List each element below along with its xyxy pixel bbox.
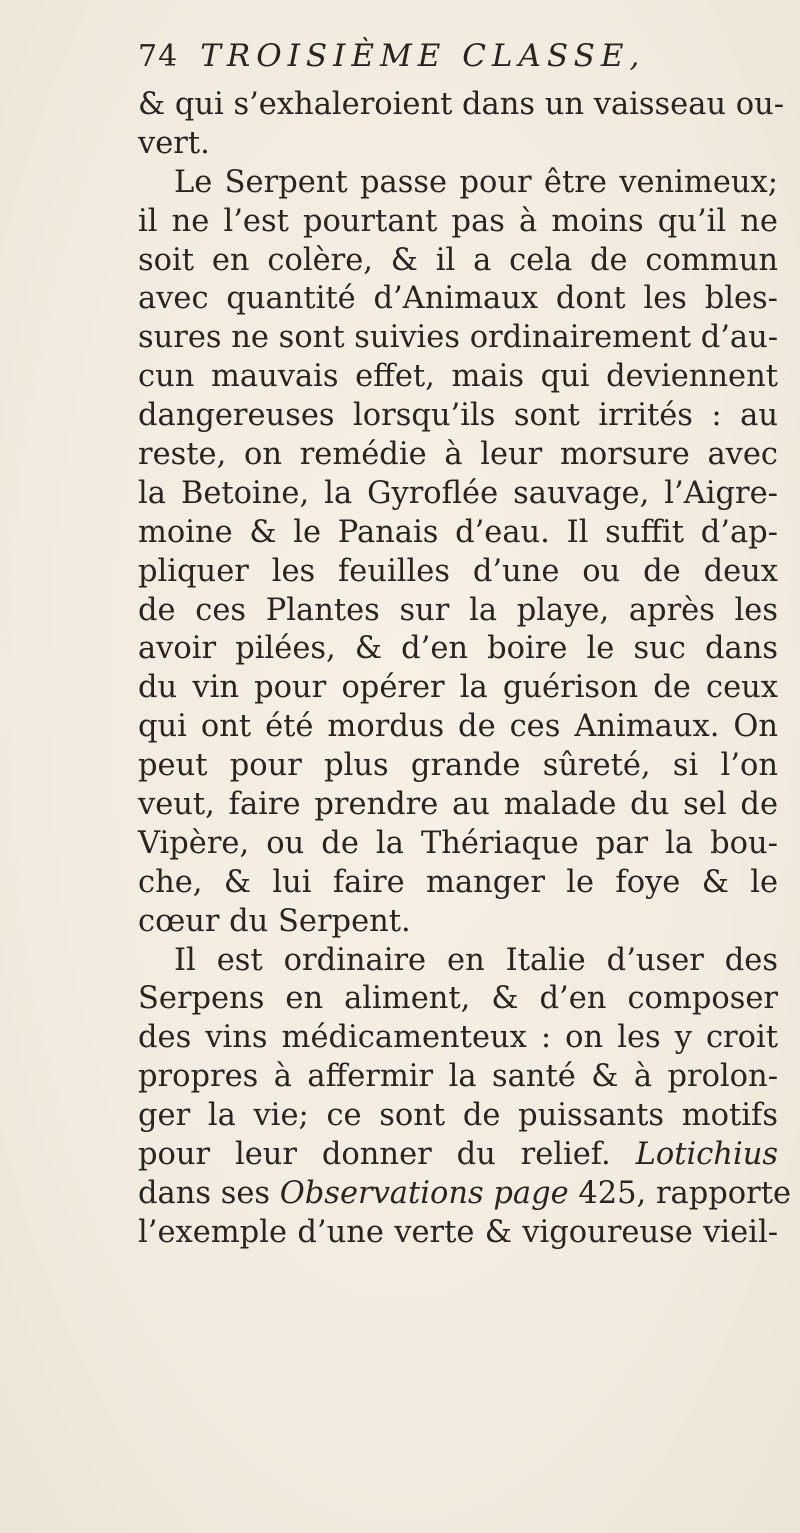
text-line bbox=[138, 242, 778, 281]
text-line bbox=[138, 164, 778, 203]
line-text: sures ne sont suivies ordinairement d’au- bbox=[138, 320, 779, 356]
line-text: cœur du Serpent. bbox=[138, 903, 411, 939]
text-line bbox=[138, 1175, 792, 1214]
line-text: dans ses bbox=[138, 1175, 271, 1211]
text-line bbox=[138, 786, 778, 825]
line-text: ger la vie; ce sont de puissants motifs bbox=[138, 1098, 778, 1134]
line-text: du vin pour opérer la guérison de ceux bbox=[138, 670, 778, 706]
text-line bbox=[138, 903, 778, 942]
body-text bbox=[138, 86, 792, 1253]
text-line bbox=[138, 1019, 778, 1058]
line-text: la Betoine, la Gyroflée sauvage, l’Aigre- bbox=[138, 475, 778, 511]
line-text: peut pour plus grande sûreté, si l’on bbox=[138, 748, 778, 784]
line-text: avoir pilées, & d’en boire le suc dans bbox=[138, 631, 778, 667]
text-line bbox=[138, 436, 778, 475]
text-line bbox=[138, 708, 778, 747]
italic-work-title: Observations page bbox=[279, 1175, 569, 1211]
text-line bbox=[138, 1214, 778, 1253]
text-line bbox=[138, 1058, 778, 1097]
line-text: de ces Plantes sur la playe, après les bbox=[138, 592, 778, 628]
line-text: & qui s’exhaleroient dans un vaisseau ou- bbox=[138, 87, 785, 122]
line-text: des vins médicamenteux : on les y croit bbox=[138, 1020, 778, 1056]
text-line bbox=[138, 1097, 778, 1136]
line-text: il ne l’est pourtant pas à moins qu’il ne bbox=[138, 203, 778, 239]
italic-author-name: Lotichius bbox=[635, 1137, 778, 1173]
line-text: reste, on remédie à leur morsure avec bbox=[138, 437, 778, 473]
line-text: pour leur donner du relief. bbox=[138, 1137, 611, 1173]
line-text: avec quantité d’Animaux dont les bles- bbox=[138, 281, 778, 317]
line-text: soit en colère, & il a cela de commun bbox=[138, 242, 778, 278]
line-text: Serpens en aliment, & d’en composer bbox=[138, 981, 778, 1017]
line-text: Vipère, ou de la Thériaque par la bou- bbox=[138, 825, 778, 861]
text-line bbox=[138, 203, 778, 242]
line-text: Le Serpent passe pour être venimeux; bbox=[174, 164, 778, 200]
line-text: pliquer les feuilles d’une ou de deux bbox=[138, 553, 778, 589]
text-line bbox=[138, 747, 778, 786]
text-line bbox=[138, 86, 785, 125]
line-text: Il est ordinaire en Italie d’user des bbox=[174, 942, 778, 978]
text-line bbox=[138, 592, 778, 631]
line-text: cun mauvais effet, mais qui deviennent bbox=[138, 359, 778, 395]
text-line bbox=[138, 669, 778, 708]
text-line bbox=[138, 397, 778, 436]
running-head: TROISIÈME CLASSE, bbox=[200, 38, 646, 74]
text-line bbox=[138, 864, 778, 903]
page-header bbox=[138, 38, 778, 86]
line-text: dangereuses lorsqu’ils sont irrités : au bbox=[138, 398, 778, 434]
text-line bbox=[138, 1136, 778, 1175]
line-text: moine & le Panais d’eau. Il suffit d’ap- bbox=[138, 514, 778, 550]
line-text: che, & lui faire manger le foye & le bbox=[138, 864, 778, 900]
text-line bbox=[138, 319, 778, 358]
text-line bbox=[138, 942, 778, 981]
line-text: qui ont été mordus de ces Animaux. On bbox=[138, 709, 778, 745]
page-number: 74 bbox=[138, 39, 179, 74]
text-line bbox=[138, 475, 778, 514]
line-text: propres à affermir la santé & à prolon- bbox=[138, 1059, 778, 1095]
text-line bbox=[138, 280, 778, 319]
text-block bbox=[138, 38, 792, 1253]
text-line bbox=[138, 630, 778, 669]
line-text: l’exemple d’une verte & vigoureuse vieil- bbox=[138, 1214, 778, 1250]
line-tail: 425, rapporte bbox=[578, 1175, 792, 1211]
text-line bbox=[138, 514, 778, 553]
line-text: veut, faire prendre au malade du sel de bbox=[138, 787, 778, 823]
text-line bbox=[138, 125, 778, 164]
text-line bbox=[138, 825, 778, 864]
text-line bbox=[138, 358, 778, 397]
line-text: vert. bbox=[138, 125, 210, 161]
text-line bbox=[138, 980, 778, 1019]
text-line bbox=[138, 553, 778, 592]
